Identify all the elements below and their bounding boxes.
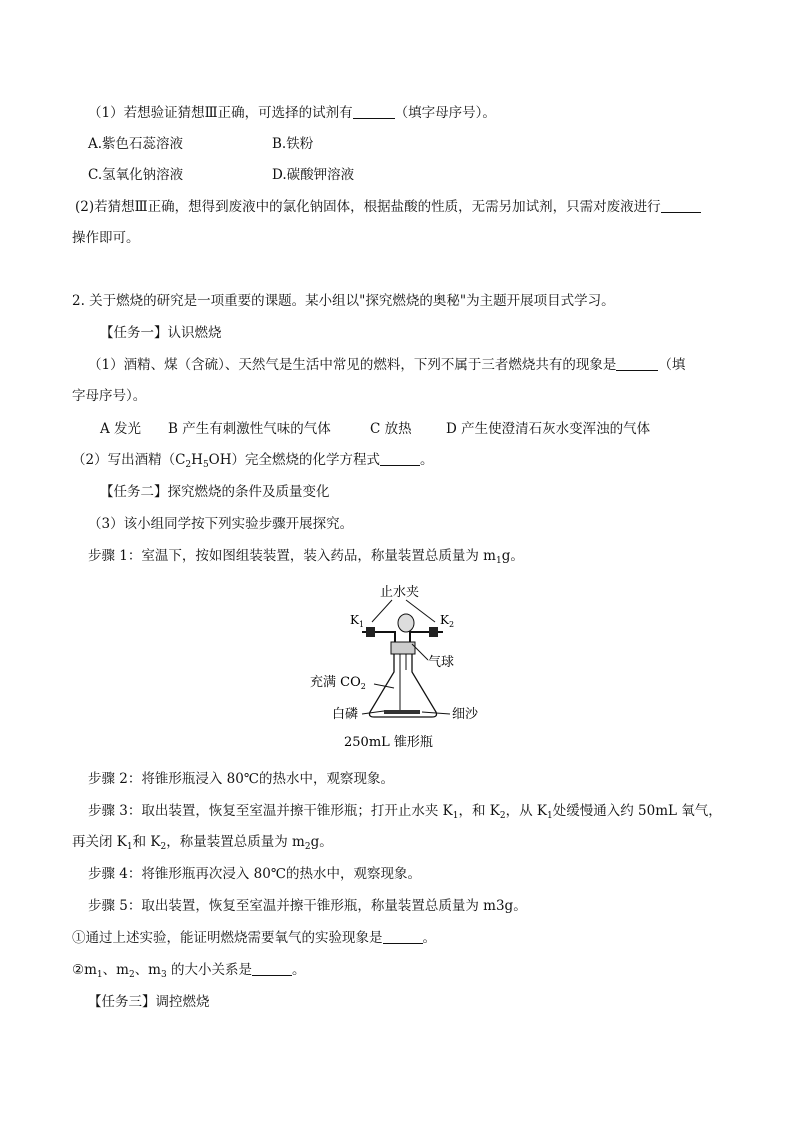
step3-subscript: 1 [126,842,133,852]
answer-blank[interactable] [380,452,420,466]
step1-subscript: 1 [495,556,502,566]
label-sand: 细沙 [452,707,479,722]
answer-blank[interactable] [252,962,292,976]
step3-text-c: ，从 K [505,803,548,819]
task1-heading: 【任务一】认识燃烧 [100,325,222,341]
label-clamp: 止水夹 [380,585,420,600]
q1-line2 [75,198,701,216]
sub2-text-b: H [191,452,203,468]
clamp-k2 [429,627,438,637]
q2-sub2 [72,451,434,469]
step2: 步骤 2：将锥形瓶浸入 80℃的热水中，观察现象。 [88,771,394,787]
q1-line1-end: （填字母序号）。 [394,105,496,121]
step3-text-d: 处缓慢通入约 50mL 氧气， [552,803,722,819]
q2-intro: 2. 关于燃烧的研究是一项重要的课题。某小组以"探究燃烧的奥秘"为主题开展项目式学习。 [72,293,615,309]
circ2-subscript: 1 [96,970,103,980]
circ1-end: 。 [422,930,436,946]
circ2-subscript: 3 [161,970,167,980]
q2-sub3: （3）该小组同学按下列实验步骤开展探究。 [88,516,354,532]
step4: 步骤 4：将锥形瓶再次浸入 80℃的热水中，观察现象。 [88,866,421,882]
q1-option-b: B.铁粉 [272,136,314,152]
step3-text-a: 步骤 3：取出装置，恢复至室温并擦干锥形瓶；打开止水夹 K [88,803,453,819]
q2-sub1-line2: 字母序号）。 [72,388,147,404]
circ2-text-d: 的大小关系是 [166,962,253,978]
q2-option-b: B 产生有刺激性气味的气体 [168,421,331,437]
circ2-end: 。 [292,962,306,978]
q1-line1-text: （1）若想验证猜想Ⅲ正确，可选择的试剂有 [88,105,353,121]
q2-option-c: C 放热 [370,421,412,437]
question-circle-1 [72,929,436,947]
q2-sub1-line1 [88,356,685,374]
circ2-text-a: ②m [72,962,97,978]
q1-option-d: D.碳酸钾溶液 [272,167,355,183]
circ2-text-c: 、m [134,962,161,978]
label-balloon: 气球 [428,655,455,670]
step3-subscript: 2 [499,811,506,821]
sand [384,710,420,714]
label-co2: 充满 $CO_2$ [310,675,366,691]
step3-text-h: g。 [310,834,333,850]
q1-line2-text: (2)若猜想Ⅲ正确，想得到废液中的氯化钠固体，根据盐酸的性质，无需另加试剂，只需对废液进行 [75,199,661,215]
step3-text-b: ，和 K [458,803,500,819]
answer-blank[interactable] [383,930,423,944]
stopper [391,642,415,654]
q1-line1 [88,104,496,122]
balloon [398,614,414,632]
step3-text-f: 和 K [132,834,161,850]
step1-unit: g。 [501,548,524,564]
apparatus-figure [300,580,500,750]
answer-blank[interactable] [353,105,395,119]
sub2-subscript: 5 [202,460,209,470]
label-phosphorus: 白磷 [332,707,359,722]
sub2-text-a: （2）写出酒精（C [72,452,186,468]
step3-text-g: ，称量装置总质量为 m [166,834,305,850]
question-circle-2 [72,961,306,979]
step3-subscript: 1 [452,811,459,821]
step1-text: 步骤 1：室温下，按如图组装装置，装入药品，称量装置总质量为 m [88,548,496,564]
step3-text-e: 再关闭 K [72,834,127,850]
clamp-k1 [366,627,375,637]
q2-sub1-text: （1）酒精、煤（含硫）、天然气是生活中常见的燃料，下列不属于三者燃烧共有的现象是 [88,357,617,373]
answer-blank[interactable] [661,199,701,213]
step3-subscript: 2 [304,842,311,852]
sub2-text-c: OH）完全燃烧的化学方程式 [208,452,381,468]
q1-option-c: C.氢氧化钠溶液 [88,167,184,183]
q1-line3: 操作即可。 [72,230,140,246]
circ2-text-b: 、m [102,962,129,978]
sub2-text-d: 。 [420,452,434,468]
circ1-text: ①通过上述实验，能证明燃烧需要氧气的实验现象是 [72,930,383,946]
task3-heading: 【任务三】调控燃烧 [88,994,210,1010]
step3-subscript: 2 [160,842,167,852]
step3-subscript: 1 [547,811,553,821]
answer-blank[interactable] [616,357,658,371]
sub2-subscript: 2 [185,460,192,470]
circ2-subscript: 2 [128,970,135,980]
q2-option-a: A 发光 [100,421,142,437]
step1 [88,547,524,565]
q1-option-a: A.紫色石蕊溶液 [88,136,184,152]
q2-sub1-tail: （填 [658,357,686,373]
step5: 步骤 5：取出装置，恢复至室温并擦干锥形瓶，称量装置总质量为 m3g。 [88,898,527,914]
label-k1: $K_1$ [350,613,365,629]
step3-line1 [88,802,722,820]
q2-option-d: D 产生使澄清石灰水变浑浊的气体 [446,421,651,437]
label-k2: $K_2$ [440,613,455,629]
task2-heading: 【任务二】探究燃烧的条件及质量变化 [100,484,330,500]
figure-caption: 250mL 锥形瓶 [344,735,433,750]
step3-line2 [72,833,333,851]
